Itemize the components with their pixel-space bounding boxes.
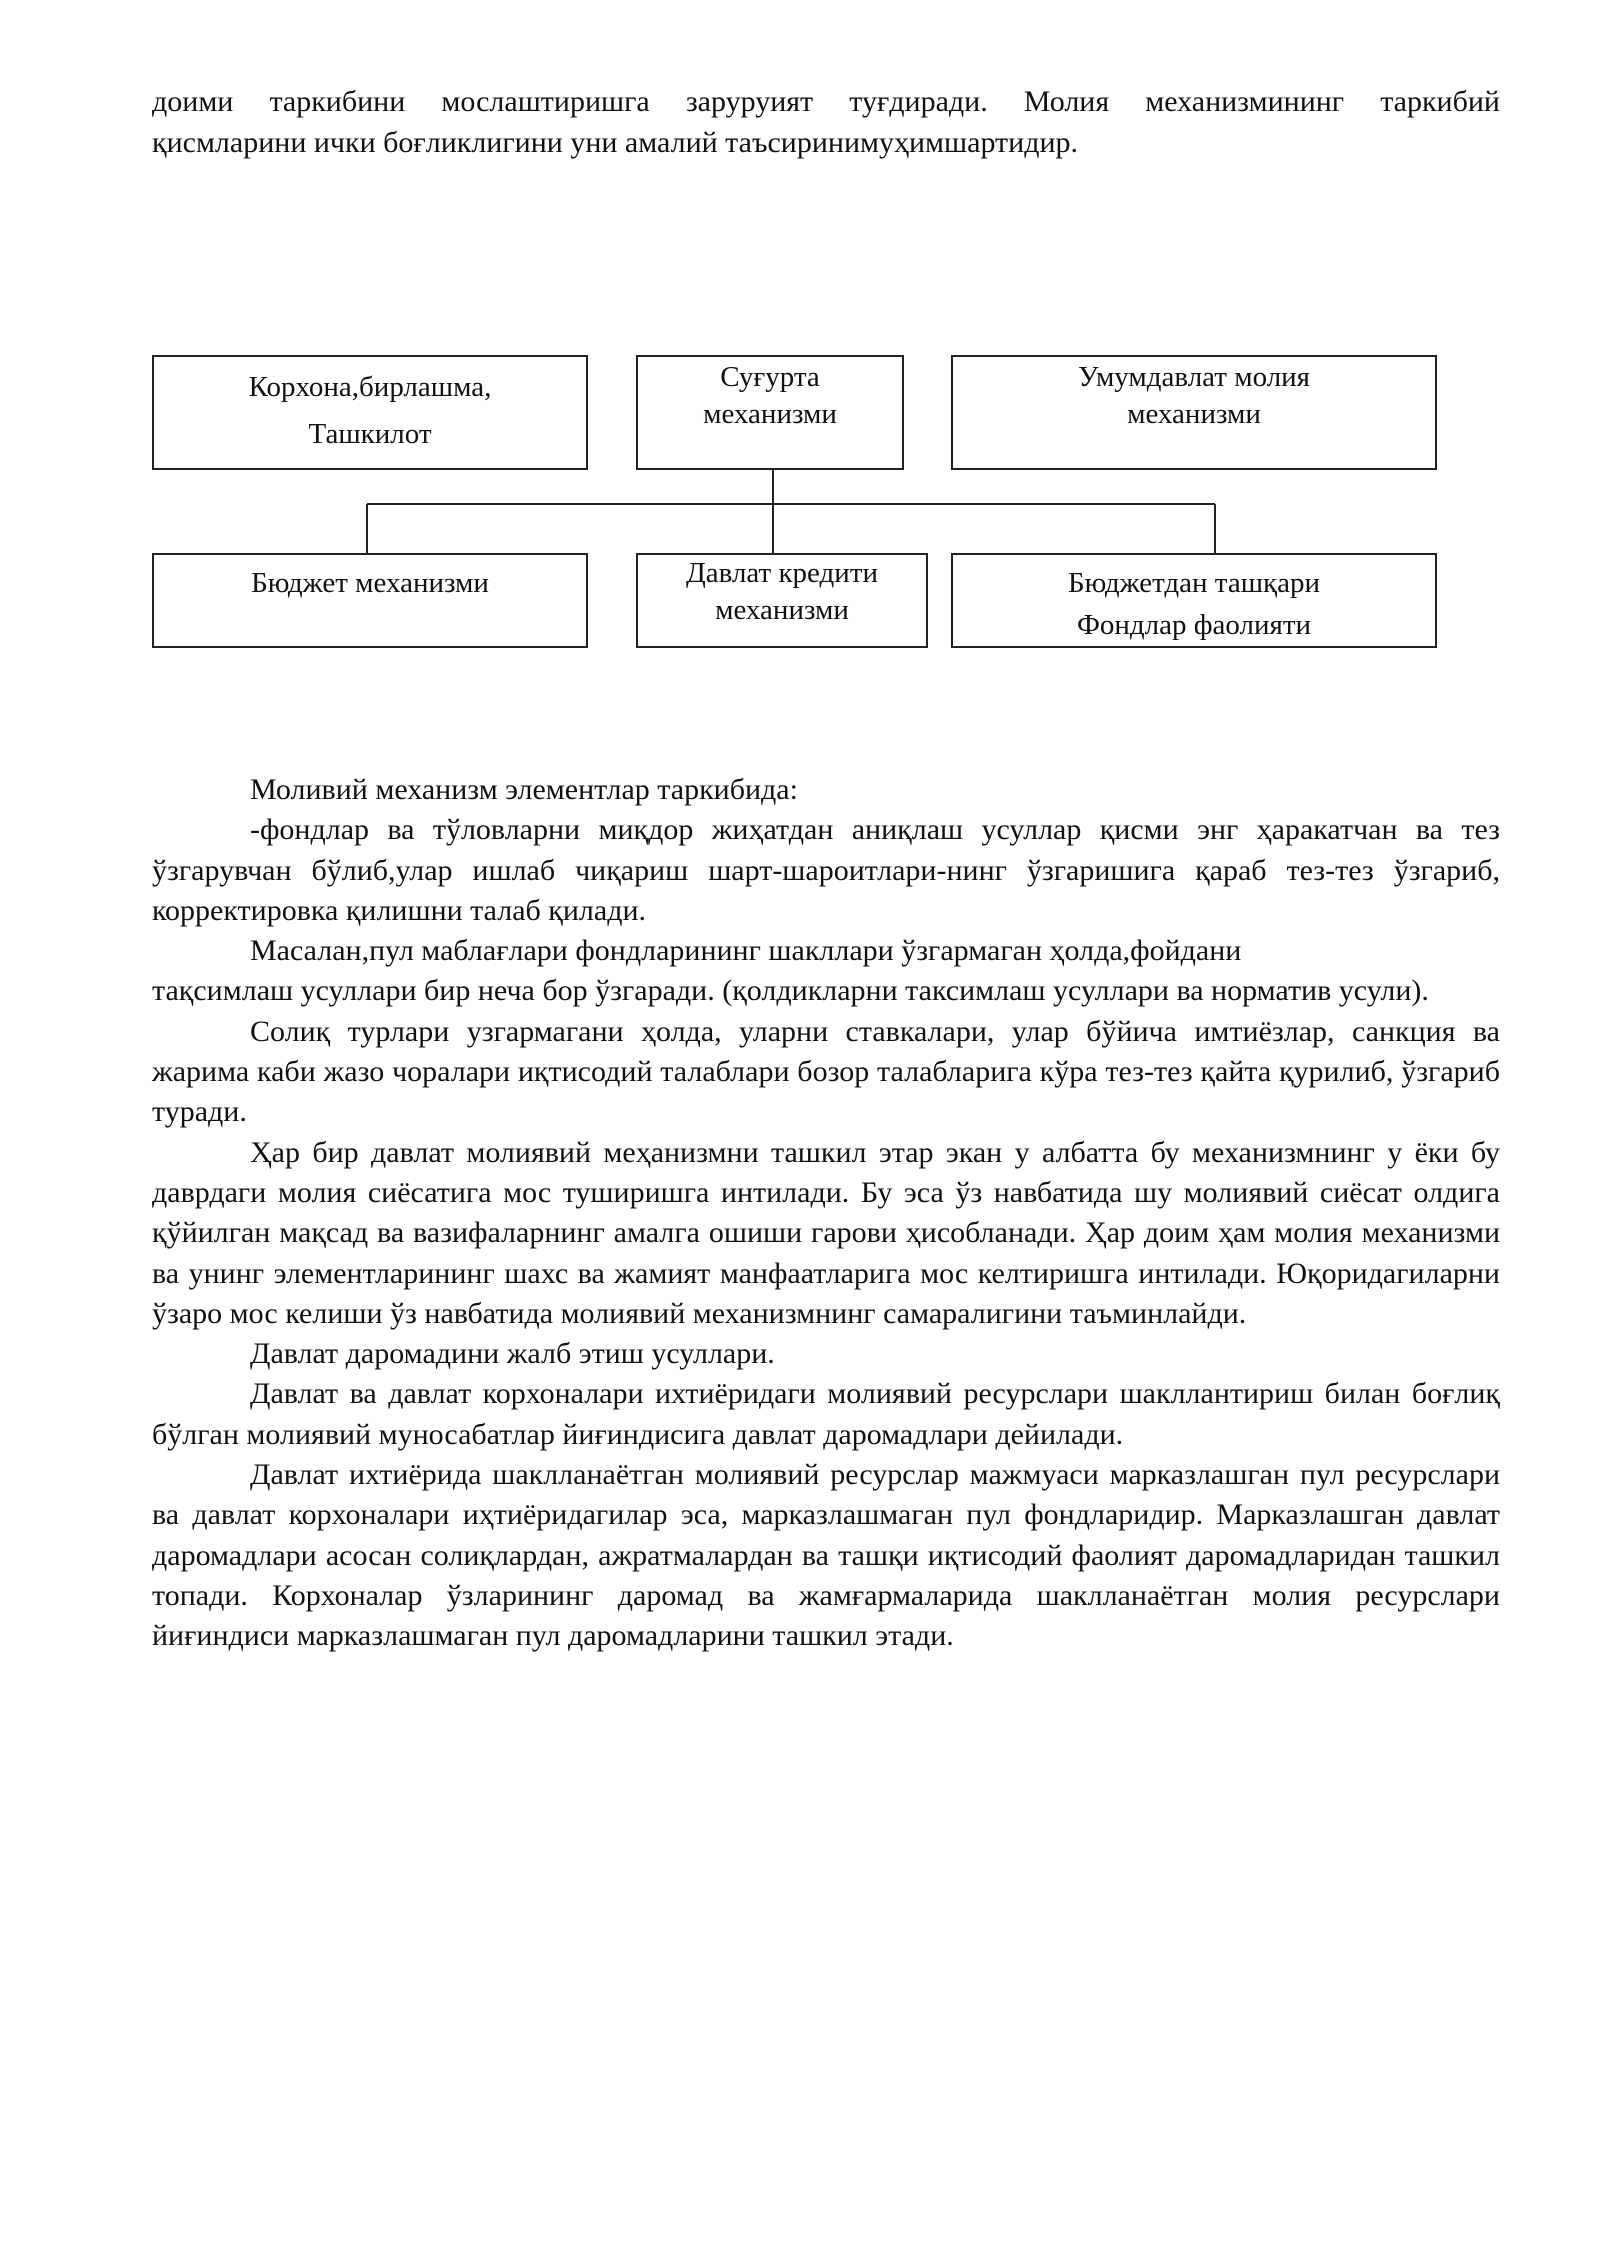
box-extrabudget-line1: Бюджетдан ташқари [1067,567,1321,599]
box-enterprise-line2: Ташкилот [308,418,432,450]
intro-line-2: қисмларини ички боғликлигини уни амалий таъсиринимуҳимшартидир. [152,125,1079,159]
paragraph-8: Давлат ва давлат корхоналари ихтиёридаги молиявий ресурслари шакллантириш билан боғлиқ бўлган молиявий муносабатлар йиғиндисига давлат даромадлари дейилади. [152,1377,1500,1451]
box-state-credit-line2: механизми [715,594,849,626]
mechanism-diagram [0,0,1600,700]
box-enterprise [152,355,588,470]
box-extrabudget-line2: Фондлар фаолияти [1076,609,1312,641]
intro-line-1: доими таркибини мослаштиришга заруруият туғдиради. Молия механизмининг таркибий [152,85,1500,118]
body-text [152,770,1500,1657]
box-insurance [636,355,904,470]
box-state-finance [951,355,1437,470]
paragraph-5: Солиқ турлари узгармагани ҳолда, уларни ставкалари, улар бўйича имтиёзлар, санкция ва жарима каби жазо чоралари иқтисодий талаблари бозор талабларига кўра тез-тез қайта қурилиб, ўзгариб туради. [152,1014,1500,1129]
box-enterprise-line1: Корхона,бирлашма, [248,371,492,403]
box-budget-line1: Бюджет механизми [251,567,489,599]
box-state-credit-line1: Давлат кредити [685,557,879,589]
paragraph-3: Масалан,пул маблағлари фондларининг шакллари ўзгармаган ҳолда,фойдани [250,934,1242,968]
box-insurance-line2: механизми [703,398,837,430]
paragraph-7: Давлат даромадини жалб этиш усуллари. [250,1337,775,1371]
box-state-finance-line1: Умумдавлат молия [1077,361,1311,393]
paragraph-4: тақсимлаш усуллари бир неча бор ўзгаради. (қолдикларни таксимлаш усуллари ва норматив усули). [152,974,1429,1008]
paragraph-6: Ҳар бир давлат молиявий меҳанизмни ташкил этар экан у албатта бу механизмнинг у ёки бу даврдаги молия сиёсатига мос туширишга интилади. Бу эса ўз навбатида шу молиявий сиёсат олдига қўйилган мақсад ва вазифаларнинг амалга ошиши гарови ҳисобланади. Ҳар доим ҳам молия механизми ва унинг элементларининг шахс ва жамият манфаатларига мос келтиришга интилади. Юқоридагиларни ўзаро мос келиши ўз навбатида молиявий механизмнинг самаралигини таъминлайди. [152,1135,1500,1330]
paragraph-2: -фондлар ва тўловларни миқдор жиҳатдан аниқлаш усуллар қисми энг ҳаракатчан ва тез ўзгарувчан бўлиб,улар ишлаб чиқариш шарт-шароитлари-нинг ўзгаришига қараб тез-тез ўзгариб, корректировка қилишни талаб қилади. [152,813,1500,927]
paragraph-1: Моливий механизм элементлар таркибида: [250,773,798,806]
paragraph-9: Давлат ихтиёрида шаклланаётган молиявий ресурслар мажмуаси марказлашган пул ресурслари ва давлат корхоналари иҳтиёридагилар эса, марказлашмаган пул фондларидир. Марказлашган давлат даромадлари асосан солиқлардан, ажратмалардан ва ташқи иқтисодий фаолият даромадларидан ташкил топади. Корхоналар ўзларининг даромад ва жамғармаларида шаклланаётган молия ресурслари йиғиндиси марказлашмаган пул даромадларини ташкил этади. [152,1458,1500,1653]
box-budget [152,553,588,648]
box-extrabudget [951,553,1437,648]
box-state-credit [636,553,928,648]
box-state-finance-line2: механизми [1127,398,1261,430]
box-insurance-line1: Суғурта [720,361,820,393]
